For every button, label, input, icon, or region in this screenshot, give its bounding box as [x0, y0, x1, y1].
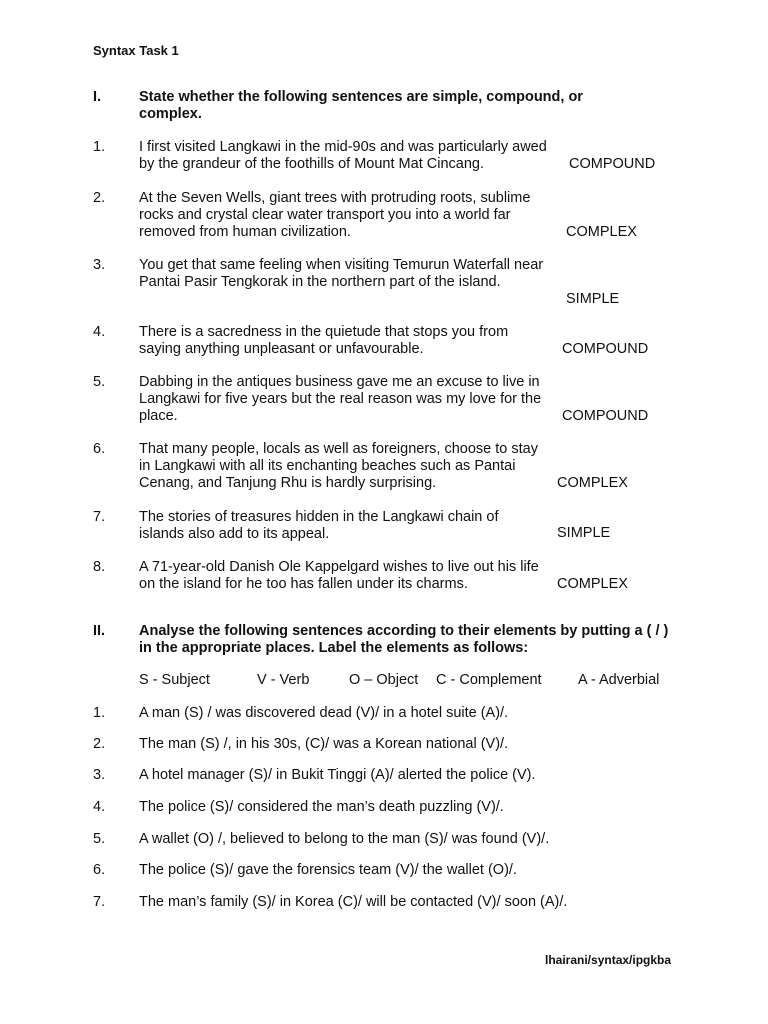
- s1-item-2-number: 2.: [93, 190, 106, 206]
- section-1-instruction: State whether the following sentences are simple, compound, or complex.: [139, 89, 583, 122]
- s1-item-6-answer: COMPLEX: [557, 475, 628, 491]
- section-2-instruction: Analyse the following sentences according to their elements by putting a ( / ) in the appropriate places. Label the elements as follows:: [139, 623, 669, 656]
- s1-item-5-text: Dabbing in the antiques business gave me an excuse to live in Langkawi for five years but the real reason was my love for the place.: [139, 374, 542, 424]
- s1-item-7-answer: SIMPLE: [557, 525, 611, 541]
- s1-item-1-number: 1.: [93, 139, 106, 155]
- s1-item-4-answer: COMPOUND: [562, 341, 649, 357]
- s2-item-1-number: 1.: [93, 705, 106, 721]
- s2-item-7-number: 7.: [93, 894, 106, 910]
- label-subject: S - Subject: [139, 672, 210, 688]
- s2-item-3-text: A hotel manager (S)/ in Bukit Tinggi (A)/ alerted the police (V).: [139, 767, 536, 783]
- s1-item-8-answer: COMPLEX: [557, 576, 628, 592]
- footer-label: lhairani/syntax/ipgkba: [545, 953, 672, 967]
- s1-item-8-text: A 71-year-old Danish Ole Kappelgard wishes to live out his life on the island for he too has fallen under its charms.: [139, 559, 539, 592]
- label-verb: V - Verb: [257, 672, 310, 688]
- s2-item-2-text: The man (S) /, in his 30s, (C)/ was a Korean national (V)/.: [139, 736, 509, 752]
- label-complement: C - Complement: [436, 672, 542, 688]
- label-adverbial: A - Adverbial: [578, 672, 660, 688]
- s2-item-4-text: The police (S)/ considered the man’s death puzzling (V)/.: [139, 799, 504, 815]
- section-2-number: II.: [93, 623, 106, 639]
- s1-item-5-number: 5.: [93, 374, 106, 390]
- s1-item-5-answer: COMPOUND: [562, 408, 649, 424]
- s1-item-1-answer: COMPOUND: [569, 156, 656, 172]
- s2-item-7-text: The man’s family (S)/ in Korea (C)/ will be contacted (V)/ soon (A)/.: [139, 894, 568, 910]
- s2-item-1-text: A man (S) / was discovered dead (V)/ in a hotel suite (A)/.: [139, 705, 509, 721]
- s2-item-4-number: 4.: [93, 799, 106, 815]
- s1-item-2-text: At the Seven Wells, giant trees with protruding roots, sublime rocks and crystal clear water transport you into a world far removed from human civilization.: [139, 190, 531, 240]
- s1-item-3-number: 3.: [93, 257, 106, 273]
- s2-item-2-number: 2.: [93, 736, 106, 752]
- s2-item-6-text: The police (S)/ gave the forensics team (V)/ the wallet (O)/.: [139, 862, 517, 878]
- s1-item-6-number: 6.: [93, 441, 106, 457]
- s1-item-2-answer: COMPLEX: [566, 224, 637, 240]
- s1-item-7-number: 7.: [93, 509, 106, 525]
- s2-item-5-text: A wallet (O) /, believed to belong to the man (S)/ was found (V)/.: [139, 831, 550, 847]
- s1-item-4-text: There is a sacredness in the quietude that stops you from saying anything unpleasant or unfavourable.: [139, 324, 509, 357]
- s1-item-3-text: You get that same feeling when visiting Temurun Waterfall near Pantai Pasir Tengkorak in the northern part of the island.: [139, 257, 544, 290]
- s2-item-6-number: 6.: [93, 862, 106, 878]
- s1-item-3-answer: SIMPLE: [566, 291, 620, 307]
- s1-item-4-number: 4.: [93, 324, 106, 340]
- s2-item-3-number: 3.: [93, 767, 106, 783]
- s1-item-6-text: That many people, locals as well as foreigners, choose to stay in Langkawi with all its enchanting beaches such as Pantai Cenang, and Tanjung Rhu is hardly surprising.: [139, 441, 538, 491]
- label-object: O – Object: [349, 672, 419, 688]
- s2-item-5-number: 5.: [93, 831, 106, 847]
- s1-item-7-text: The stories of treasures hidden in the Langkawi chain of islands also add to its appeal.: [139, 509, 499, 542]
- s1-item-1-text: I first visited Langkawi in the mid-90s and was particularly awed by the grandeur of the foothills of Mount Mat Cincang.: [139, 139, 547, 172]
- s1-item-8-number: 8.: [93, 559, 106, 575]
- document-title: Syntax Task 1: [93, 43, 179, 58]
- section-1-number: I.: [93, 89, 102, 105]
